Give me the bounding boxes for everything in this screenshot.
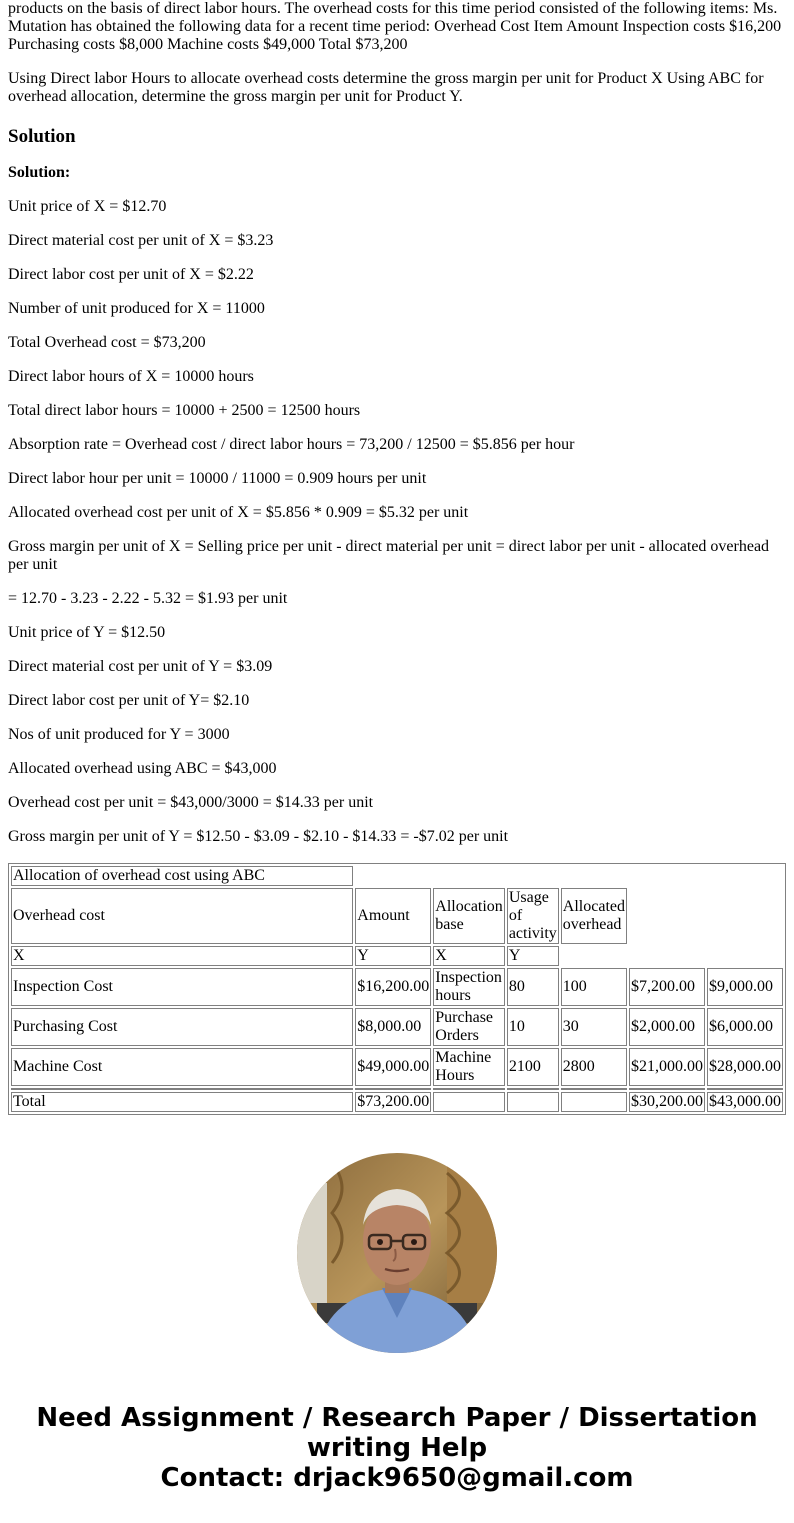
footer-line-2: writing Help (306, 1433, 488, 1463)
author-photo (297, 1153, 497, 1353)
separator-cell (433, 1088, 505, 1090)
table-title: Allocation of overhead cost using ABC (11, 866, 353, 886)
table-cell: 10 (507, 1008, 559, 1046)
table-cell: 100 (561, 968, 627, 1006)
table-cell (433, 1092, 505, 1112)
table-title-spacer (355, 866, 783, 886)
solution-heading: Solution (8, 126, 76, 147)
solution-line: Number of unit produced for X = 11000 (8, 300, 265, 317)
header-allocated: Allocated overhead (561, 888, 627, 944)
solution-label: Solution: (8, 164, 71, 181)
solution-line: Allocated overhead cost per unit of X = $5.856 * 0.909 = $5.32 per unit (8, 504, 469, 521)
subheader-x: X (11, 946, 353, 966)
separator-cell (561, 1088, 627, 1090)
separator-cell (707, 1088, 783, 1090)
separator-cell (507, 1088, 559, 1090)
table-cell: 30 (561, 1008, 627, 1046)
table-cell: $6,000.00 (707, 1008, 783, 1046)
table-cell: $2,000.00 (629, 1008, 705, 1046)
separator-cell (355, 1088, 431, 1090)
intro-paragraph-1: products on the basis of direct labor hours. The overhead costs for this time period consisted of the following items: Ms. Mutation has obtained the following data for a recent time period: Overhead Cost Item Amount Inspection costs $16,200 Purchasing costs $8,000 Machine costs $49,000 Total $73,200 (8, 0, 782, 53)
document-body (8, 0, 786, 846)
solution-line: Direct labor hours of X = 10000 hours (8, 368, 254, 385)
total-label: Total (11, 1092, 353, 1112)
intro-paragraph-2: Using Direct labor Hours to allocate overhead costs determine the gross margin per unit for Product X Using ABC for overhead allocation, determine the gross margin per unit for Product Y. (8, 70, 764, 105)
author-portrait-illustration (297, 1153, 497, 1353)
table-cell: $28,000.00 (707, 1048, 783, 1086)
subheader-y: Y (507, 946, 559, 966)
solution-line: Total Overhead cost = $73,200 (8, 334, 206, 351)
table-separator-row (11, 1088, 783, 1090)
solution-line: Absorption rate = Overhead cost / direct labor hours = 73,200 / 12500 = $5.856 per hour (8, 436, 575, 453)
solution-line: Direct labor cost per unit of Y= $2.10 (8, 692, 250, 709)
table-cell (561, 1092, 627, 1112)
solution-line: Direct material cost per unit of X = $3.23 (8, 232, 274, 249)
total-amount: $73,200.00 (357, 1093, 430, 1110)
subheader-x: X (433, 946, 505, 966)
table-cell: $9,000.00 (707, 968, 783, 1006)
separator-cell (11, 1088, 353, 1090)
solution-line: Direct material cost per unit of Y = $3.09 (8, 658, 273, 675)
table-cell: Purchase Orders (433, 1008, 505, 1046)
header-overhead-cost: Overhead cost (11, 888, 353, 944)
table-cell: Machine Hours (433, 1048, 505, 1086)
solution-line: Allocated overhead using ABC = $43,000 (8, 760, 277, 777)
table-cell: $21,000.00 (629, 1048, 705, 1086)
solution-line: Unit price of X = $12.70 (8, 198, 167, 215)
table-cell: Purchasing Cost (11, 1008, 353, 1046)
solution-line: Gross margin per unit of X = Selling price per unit - direct material per unit = direct labor per unit - allocated overhead per unit (8, 538, 770, 573)
table-cell: Machine Cost (11, 1048, 353, 1086)
table-cell: Inspection hours (433, 968, 505, 1006)
table-cell: $49,000.00 (355, 1048, 431, 1086)
table-row (11, 1048, 783, 1086)
subheader-spacer (561, 946, 783, 966)
subheader-y: Y (355, 946, 431, 966)
solution-line: Total direct labor hours = 10000 + 2500 = 12500 hours (8, 402, 361, 419)
header-spacer (629, 888, 783, 944)
solution-line: = 12.70 - 3.23 - 2.22 - 5.32 = $1.93 per unit (8, 590, 288, 607)
table-cell: $7,200.00 (629, 968, 705, 1006)
header-usage: Usage of activity (508, 889, 557, 942)
footer-contact: Contact: drjack9650@gmail.com (160, 1463, 634, 1493)
separator-cell (629, 1088, 705, 1090)
header-amount: Amount (355, 888, 431, 944)
table-row (11, 1008, 783, 1046)
footer-line-1: Need Assignment / Research Paper / Dissertation (36, 1403, 758, 1433)
total-allocated-y: $43,000.00 (709, 1093, 781, 1110)
table-cell: 2100 (507, 1048, 559, 1086)
total-allocated-x: $30,200.00 (631, 1093, 703, 1110)
solution-line: Unit price of Y = $12.50 (8, 624, 166, 641)
table-cell: Inspection Cost (11, 968, 353, 1006)
promo-footer (0, 1403, 794, 1493)
table-total-row (11, 1092, 783, 1112)
solution-line: Nos of unit produced for Y = 3000 (8, 726, 230, 743)
solution-line: Direct labor hour per unit = 10000 / 11000 = 0.909 hours per unit (8, 470, 427, 487)
table-cell: $8,000.00 (355, 1008, 431, 1046)
abc-allocation-table (8, 863, 786, 1115)
table-cell (507, 1092, 559, 1112)
table-cell: $16,200.00 (355, 968, 431, 1006)
table-row (11, 968, 783, 1006)
header-allocation-base: Allocation base (433, 888, 505, 944)
solution-line: Overhead cost per unit = $43,000/3000 = $14.33 per unit (8, 794, 374, 811)
table-cell: 80 (507, 968, 559, 1006)
solution-line: Gross margin per unit of Y = $12.50 - $3.09 - $2.10 - $14.33 = -$7.02 per unit (8, 828, 509, 845)
solution-line: Direct labor cost per unit of X = $2.22 (8, 266, 254, 283)
table-cell: 2800 (561, 1048, 627, 1086)
